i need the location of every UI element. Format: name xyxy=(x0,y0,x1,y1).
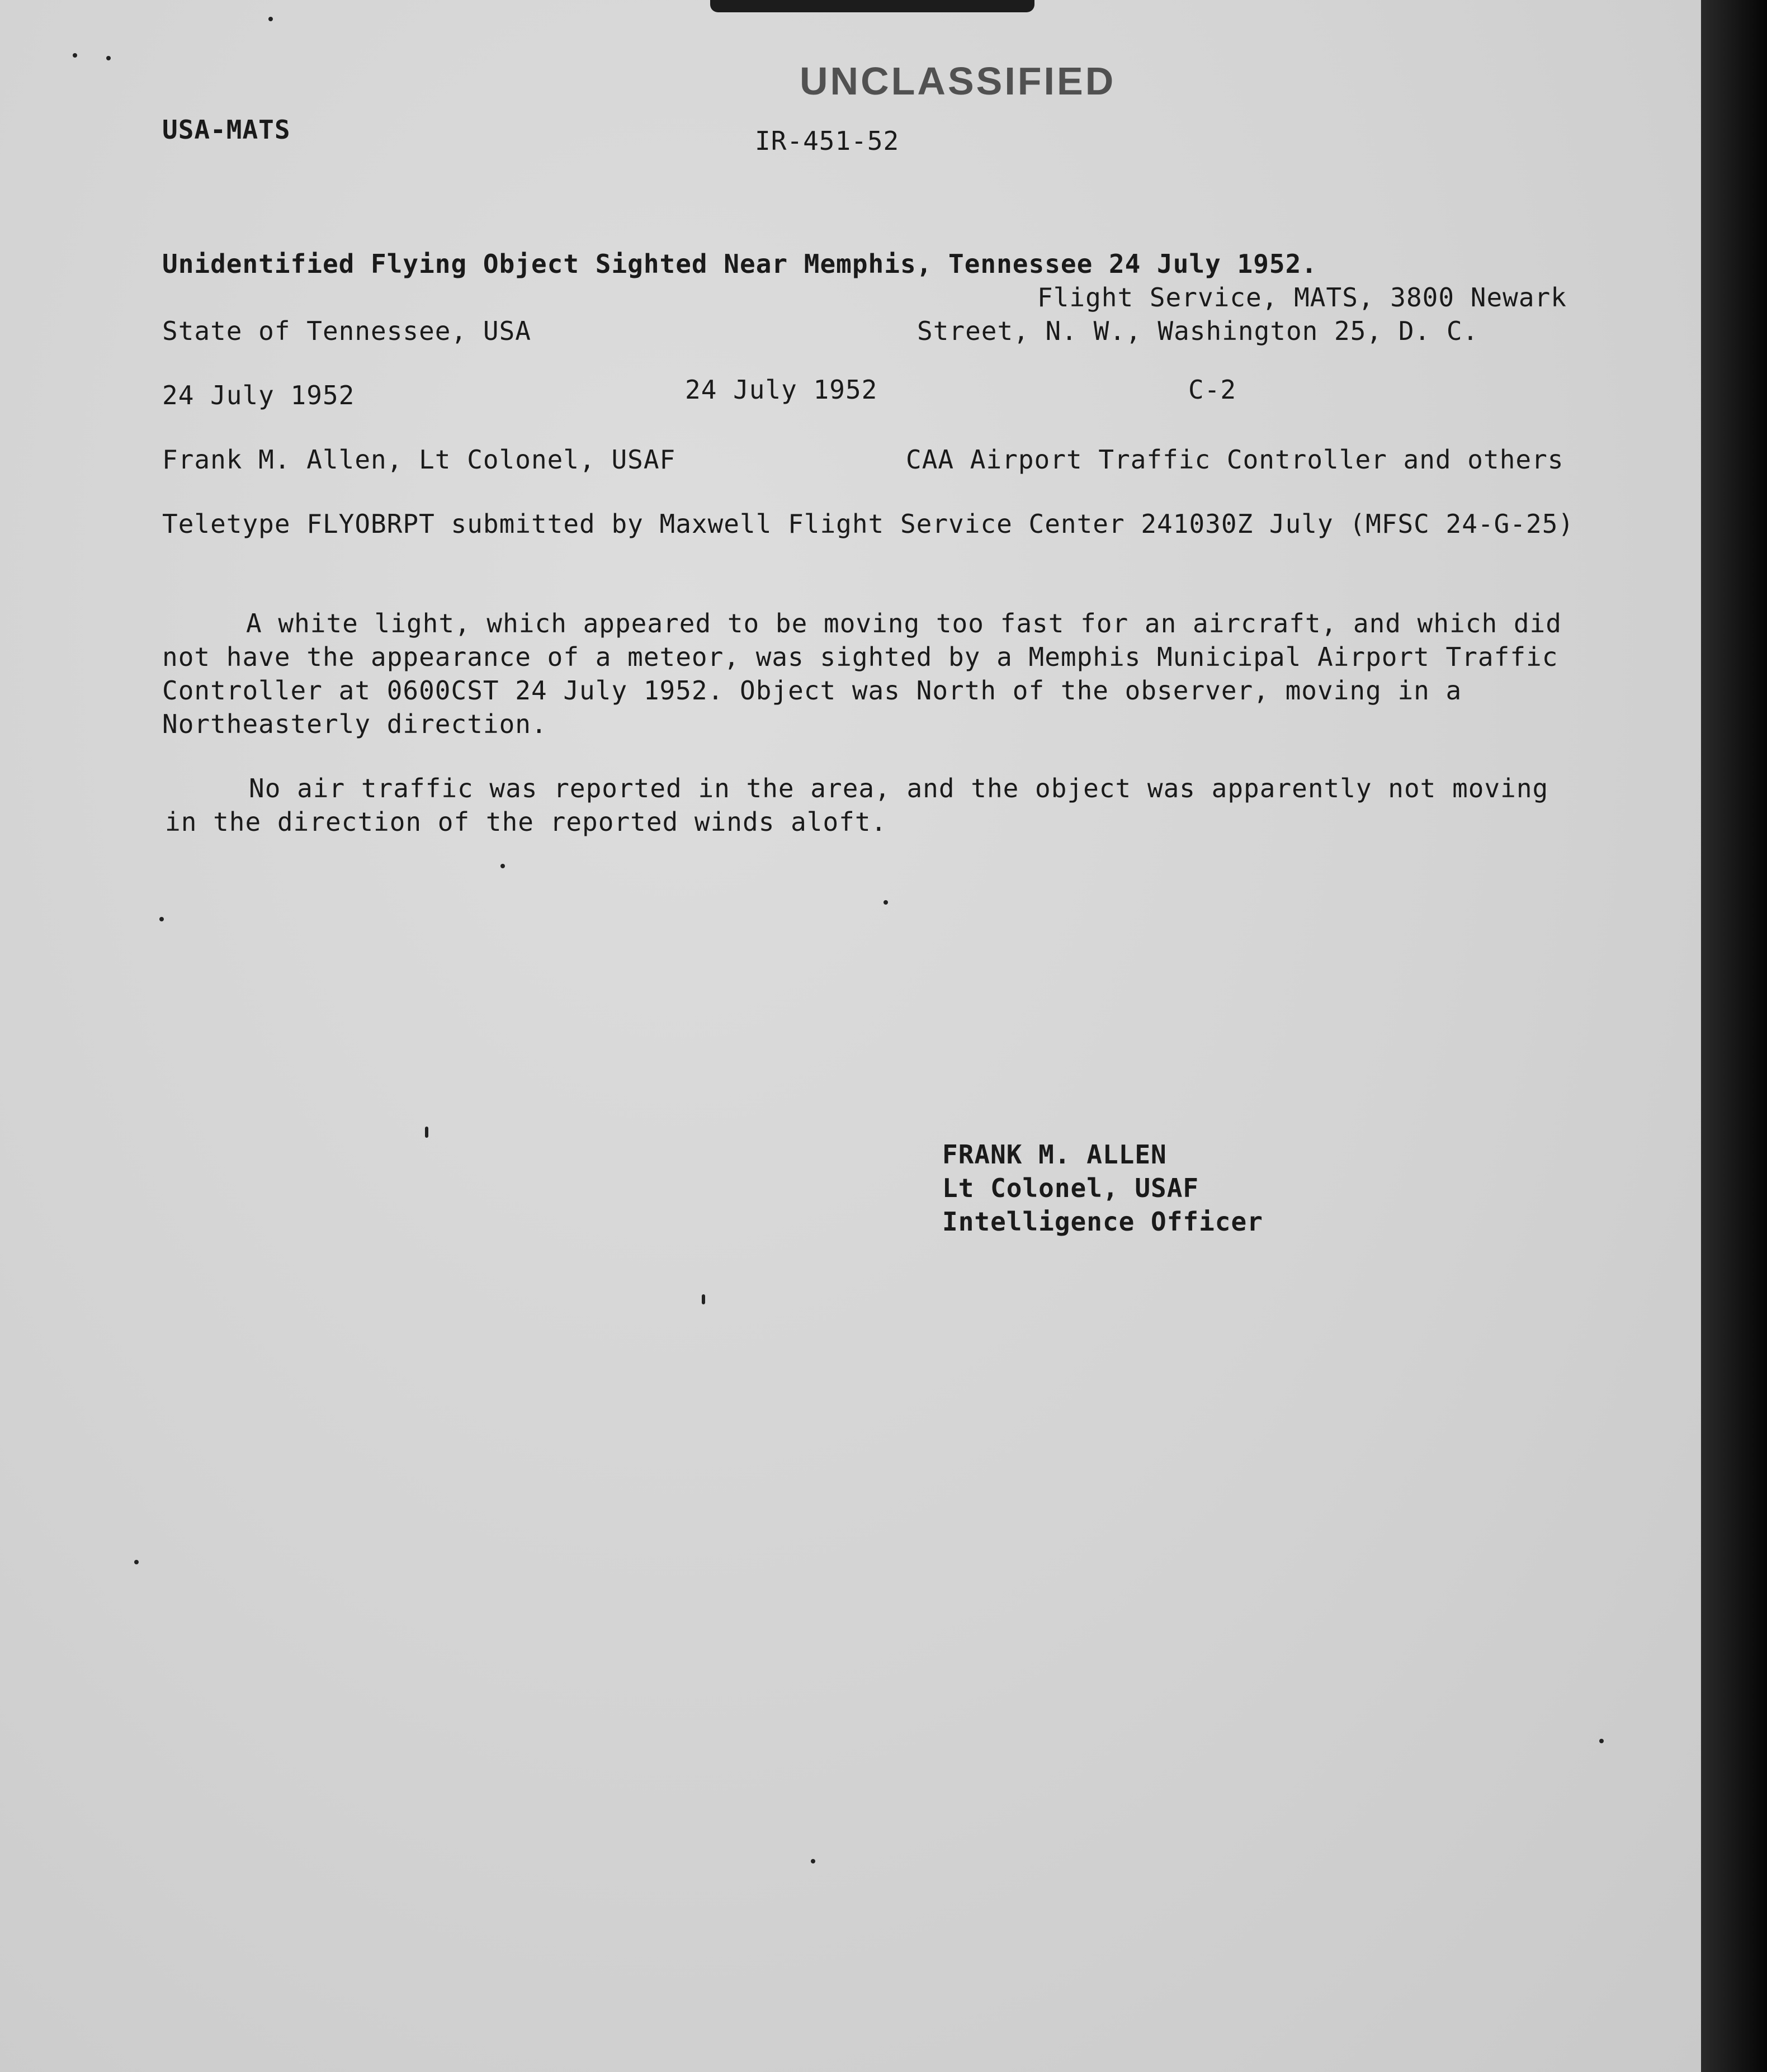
scan-speck xyxy=(811,1859,815,1863)
signature-block xyxy=(942,1138,1263,1238)
scan-border xyxy=(1701,0,1767,2072)
scan-speck xyxy=(1599,1739,1604,1743)
subject-line: Unidentified Flying Object Sighted Near Memphis, Tennessee 24 July 1952. xyxy=(162,249,1317,279)
paragraph-line: No air traffic was reported in the area, and the object was apparently not moving xyxy=(249,773,1549,803)
date-of-information: 24 July 1952 xyxy=(685,375,878,405)
evaluation-code: C-2 xyxy=(1188,375,1237,405)
scan-speck xyxy=(268,17,273,21)
scan-speck xyxy=(134,1560,139,1564)
body-paragraph-2 xyxy=(165,772,1548,839)
prepared-by: Frank M. Allen, Lt Colonel, USAF xyxy=(162,444,676,475)
signature-name: FRANK M. ALLEN xyxy=(942,1139,1167,1170)
scan-speck xyxy=(73,53,77,58)
references-line: Teletype FLYOBRPT submitted by Maxwell Flight Service Center 241030Z July (MFSC 24-G-25) xyxy=(162,509,1575,539)
paragraph-line: not have the appearance of a meteor, was sighted by a Memphis Municipal Airport Traffic xyxy=(162,642,1558,672)
scan-speck xyxy=(884,900,888,905)
page-clip-shadow xyxy=(710,0,1034,12)
signature-title: Intelligence Officer xyxy=(942,1207,1263,1237)
date-of-report: 24 July 1952 xyxy=(162,380,355,410)
scan-speck xyxy=(702,1294,705,1304)
scan-speck xyxy=(425,1127,428,1138)
scan-speck xyxy=(500,864,505,868)
source-address-line2: Street, N. W., Washington 25, D. C. xyxy=(917,316,1479,346)
classification-stamp: UNCLASSIFIED xyxy=(800,59,1116,103)
area-field: State of Tennessee, USA xyxy=(162,316,531,346)
paragraph-line: Northeasterly direction. xyxy=(162,709,547,739)
paragraph-line: in the direction of the reported winds aloft. xyxy=(165,807,887,837)
paragraph-line: A white light, which appeared to be moving too fast for an aircraft, and which did xyxy=(246,608,1562,638)
paragraph-line: Controller at 0600CST 24 July 1952. Object was North of the observer, moving in a xyxy=(162,675,1462,706)
scan-speck xyxy=(159,917,164,921)
source-address-line1: Flight Service, MATS, 3800 Newark xyxy=(1037,282,1567,313)
scan-speck xyxy=(106,56,111,60)
body-paragraph-1 xyxy=(162,607,1562,741)
source-field: CAA Airport Traffic Controller and others xyxy=(906,444,1564,475)
report-number: IR-451-52 xyxy=(755,126,900,156)
organization-code: USA-MATS xyxy=(162,115,291,145)
signature-rank: Lt Colonel, USAF xyxy=(942,1173,1199,1203)
